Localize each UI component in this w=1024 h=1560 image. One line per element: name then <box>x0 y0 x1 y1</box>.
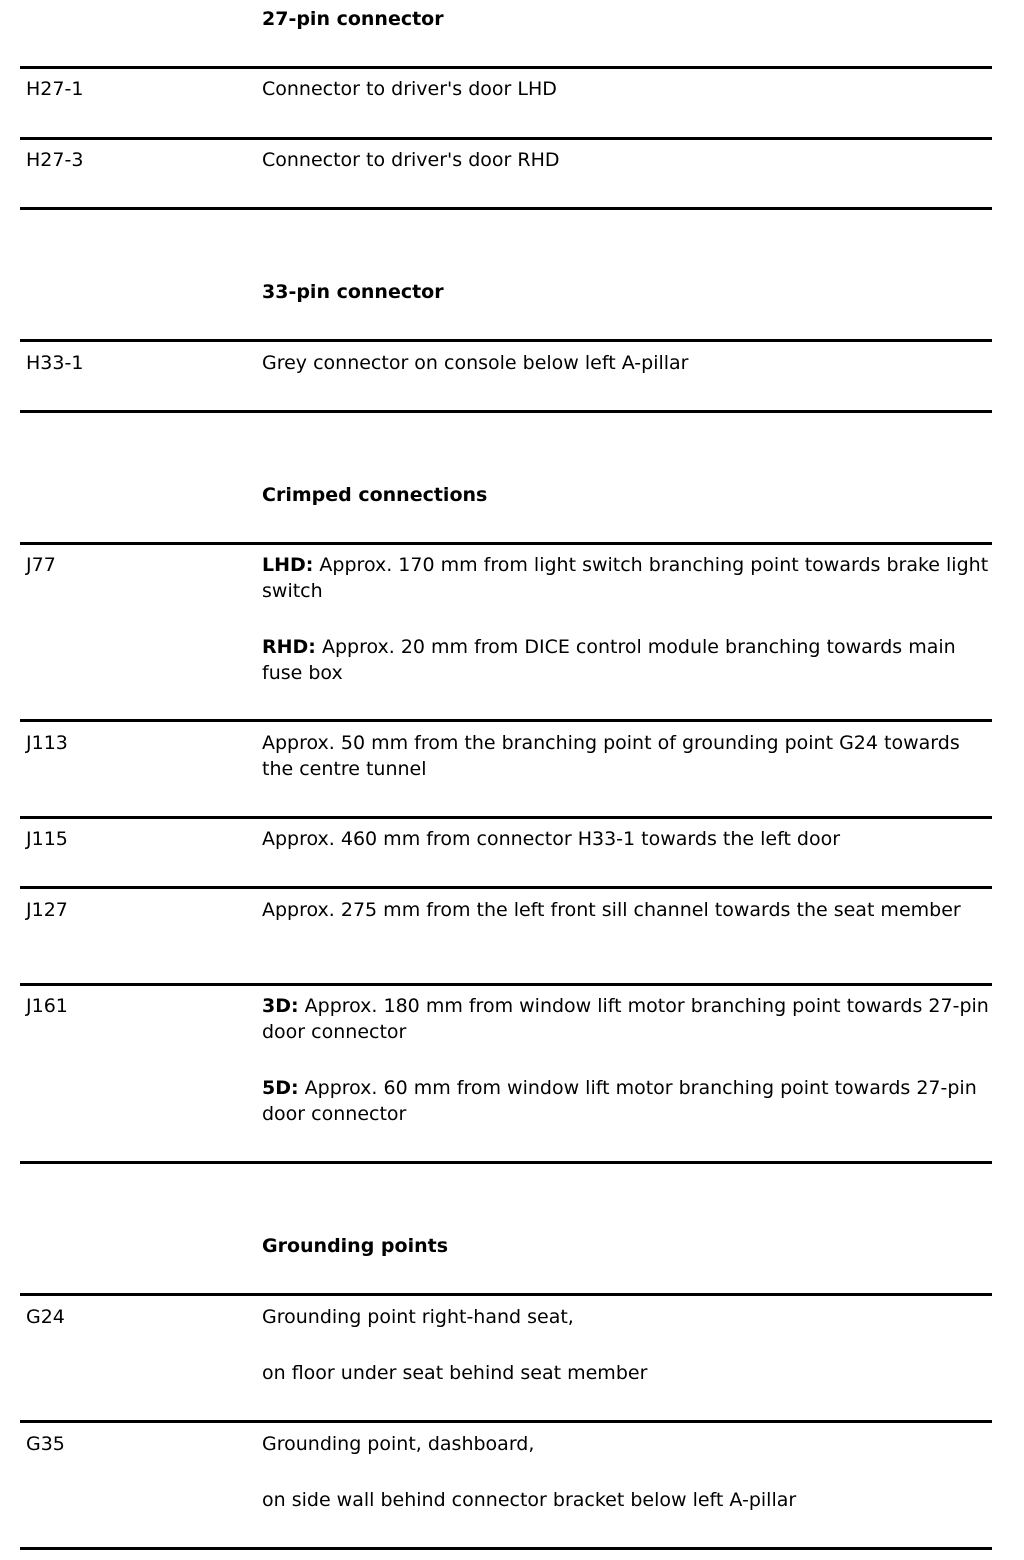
table-rule <box>20 816 992 819</box>
section-heading-crimped: Crimped connections <box>262 484 488 506</box>
desc-paragraph-g24-1: Grounding point right-hand seat, <box>262 1306 574 1328</box>
desc-paragraph-g35-1: Grounding point, dashboard, <box>262 1433 535 1455</box>
row-desc-g24 <box>262 1304 992 1386</box>
table-rule <box>20 983 992 986</box>
table-rule <box>20 137 992 140</box>
desc-paragraph-rhd <box>262 634 992 686</box>
row-desc-g35 <box>262 1431 992 1513</box>
desc-label-rhd: RHD: <box>262 636 316 658</box>
row-code-g35: G35 <box>26 1433 65 1455</box>
desc-text-3d: Approx. 180 mm from window lift motor branching point towards 27-pin door connector <box>262 995 989 1043</box>
desc-paragraph-3d <box>262 993 992 1045</box>
row-desc-j127: Approx. 275 mm from the left front sill channel towards the seat member <box>262 899 961 921</box>
desc-paragraph-g24-2: on floor under seat behind seat member <box>262 1362 648 1384</box>
row-code-j77: J77 <box>26 554 56 576</box>
desc-paragraph-lhd <box>262 552 992 604</box>
desc-text-lhd: Approx. 170 mm from light switch branching point towards brake light switch <box>262 554 989 602</box>
row-code-h27-1: H27-1 <box>26 78 84 100</box>
section-heading-grounding: Grounding points <box>262 1235 449 1257</box>
row-desc-j161 <box>262 993 992 1127</box>
table-rule <box>20 66 992 69</box>
section-heading-27-pin: 27-pin connector <box>262 8 444 30</box>
table-rule <box>20 1293 992 1296</box>
table-rule <box>20 886 992 889</box>
row-desc-h27-3: Connector to driver's door RHD <box>262 149 560 171</box>
row-code-h27-3: H27-3 <box>26 149 84 171</box>
desc-label-3d: 3D: <box>262 995 299 1017</box>
desc-paragraph-g35-2: on side wall behind connector bracket below left A-pillar <box>262 1489 797 1511</box>
table-rule <box>20 719 992 722</box>
row-code-j161: J161 <box>26 995 68 1017</box>
row-desc-j113: Approx. 50 mm from the branching point of grounding point G24 towards the centre tunnel <box>262 732 960 780</box>
table-rule <box>20 339 992 342</box>
table-rule <box>20 1420 992 1423</box>
row-code-j127: J127 <box>26 899 68 921</box>
table-rule <box>20 410 992 413</box>
desc-label-5d: 5D: <box>262 1077 299 1099</box>
desc-label-lhd: LHD: <box>262 554 314 576</box>
table-rule <box>20 1547 992 1550</box>
row-desc-h27-1: Connector to driver's door LHD <box>262 78 557 100</box>
row-desc-h33-1: Grey connector on console below left A-pillar <box>262 352 689 374</box>
row-code-j113: J113 <box>26 732 68 754</box>
row-code-h33-1: H33-1 <box>26 352 84 374</box>
desc-text-5d: Approx. 60 mm from window lift motor branching point towards 27-pin door connector <box>262 1077 977 1125</box>
row-desc-j77 <box>262 552 992 686</box>
desc-paragraph-5d <box>262 1075 992 1127</box>
desc-text-rhd: Approx. 20 mm from DICE control module branching towards main fuse box <box>262 636 956 684</box>
table-rule <box>20 1161 992 1164</box>
row-desc-j115: Approx. 460 mm from connector H33-1 towards the left door <box>262 828 841 850</box>
section-heading-33-pin: 33-pin connector <box>262 281 444 303</box>
row-code-g24: G24 <box>26 1306 65 1328</box>
table-rule <box>20 542 992 545</box>
row-code-j115: J115 <box>26 828 68 850</box>
table-rule <box>20 207 992 210</box>
